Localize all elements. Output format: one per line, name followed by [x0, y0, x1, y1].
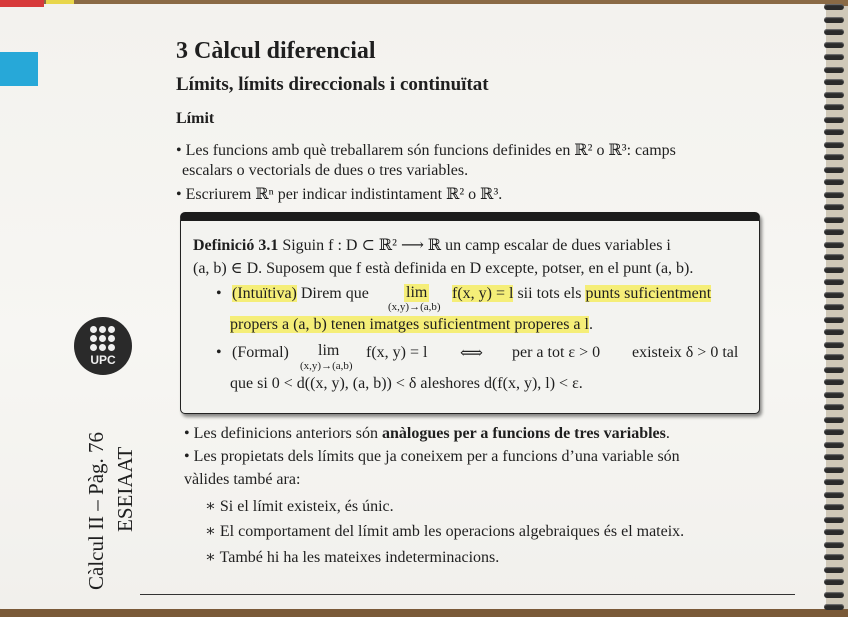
binding-loop — [824, 229, 844, 235]
binding-loop — [824, 42, 844, 48]
binding-loop — [824, 517, 844, 523]
binding-loop — [824, 329, 844, 335]
binding-loop — [824, 104, 844, 110]
binding-loop — [824, 167, 844, 173]
binding-loop — [824, 317, 844, 323]
binding-loop — [824, 429, 844, 435]
binding-loop — [824, 554, 844, 560]
footer-rule — [140, 594, 795, 595]
binding-loop — [824, 192, 844, 198]
after-bullet-1-end: . — [665, 425, 670, 442]
formal-condition-1: per a tot ε > 0 — [512, 344, 601, 361]
formal-expr: f(x, y) = l — [366, 344, 428, 361]
binding-loop — [824, 92, 844, 98]
sticky-tab-blue — [0, 52, 38, 86]
sub-item-1: ∗ Si el límit existeix, és únic. — [205, 498, 394, 515]
binding-loop — [824, 454, 844, 460]
binding-loop — [824, 117, 844, 123]
binding-loop — [824, 492, 844, 498]
intuitive-line-2 — [230, 316, 593, 334]
binding-loop — [824, 542, 844, 548]
desk-edge-bottom — [0, 609, 848, 617]
upc-logo — [74, 317, 132, 375]
binding-loop — [824, 404, 844, 410]
intro-bullet-2: • Escriurem ℝⁿ per indicar indistintament ℝ² o ℝ³. — [176, 186, 503, 203]
sticky-tab-red — [0, 0, 44, 7]
school-label: ESEIAAT — [113, 446, 137, 532]
after-bullet-2-line-1: • Les propietats dels límits que ja coneixem per a funcions d’una variable són — [184, 448, 680, 465]
intuitive-lim-subscript: (x,y)→(a,b) — [388, 301, 441, 313]
binding-loop — [824, 292, 844, 298]
binding-loop — [824, 392, 844, 398]
intuitive-end: . — [588, 316, 593, 333]
intuitive-expr: f(x, y) = l — [452, 285, 514, 302]
intuitive-highlight-1: punts suficientment — [585, 285, 712, 302]
section-title: Límits, límits direccionals i continuïtat — [176, 74, 489, 95]
intuitive-lim: lim — [406, 284, 428, 301]
binding-loop — [824, 579, 844, 585]
intuitive-text-a: Direm que — [296, 285, 369, 302]
binding-loop — [824, 567, 844, 573]
intuitive-line-1a — [232, 285, 369, 303]
binding-loop — [824, 242, 844, 248]
binding-loop — [824, 442, 844, 448]
sub-item-3: ∗ També hi ha les mateixes indeterminacions. — [205, 549, 500, 566]
binding-loop — [824, 4, 844, 10]
intuitive-bullet: • — [216, 285, 222, 302]
binding-loop — [824, 604, 844, 610]
intuitive-line-1b — [452, 285, 711, 303]
binding-loop — [824, 217, 844, 223]
binding-loop — [824, 79, 844, 85]
binding-loop — [824, 154, 844, 160]
binding-loop — [824, 354, 844, 360]
formal-condition-2: existeix δ > 0 tal — [632, 344, 739, 361]
binding-loop — [824, 479, 844, 485]
binding-loop — [824, 592, 844, 598]
binding-loop — [824, 179, 844, 185]
spiral-binding — [820, 0, 848, 617]
intro-bullet-1-line-2: escalars o vectorials de dues o tres variables. — [182, 162, 469, 179]
binding-loop — [824, 279, 844, 285]
binding-loop — [824, 379, 844, 385]
course-page-label: Càlcul II – Pàg. 76 — [84, 431, 108, 590]
after-bullet-2-line-2: vàlides també ara: — [184, 471, 301, 488]
binding-loop — [824, 29, 844, 35]
formal-lim-subscript: (x,y)→(a,b) — [300, 360, 353, 372]
after-bullet-1-bold: anàlogues per a funcions de tres variables — [382, 425, 666, 442]
binding-loop — [824, 304, 844, 310]
definition-label: Definició 3.1 — [193, 237, 279, 254]
binding-loop — [824, 254, 844, 260]
binding-loop — [824, 17, 844, 23]
after-bullet-1 — [184, 425, 670, 443]
sub-item-2: ∗ El comportament del límit amb les operacions algebraiques és el mateix. — [205, 523, 685, 540]
binding-loop — [824, 267, 844, 273]
formal-line-2: que si 0 < d((x, y), (a, b)) < δ aleshores d(f(x, y), l) < ε. — [230, 375, 583, 392]
formal-bullet: • — [216, 344, 222, 361]
sticky-tab-yellow — [46, 0, 74, 4]
binding-loop — [824, 529, 844, 535]
binding-loop — [824, 342, 844, 348]
iff-symbol: ⟺ — [460, 345, 483, 362]
subsection-title: Límit — [176, 110, 215, 127]
binding-loop — [824, 129, 844, 135]
definition-line-1 — [193, 235, 671, 255]
binding-loop — [824, 54, 844, 60]
chapter-title: 3 Càlcul diferencial — [176, 38, 376, 64]
intuitive-highlight-2: propers a (a, b) tenen imatges suficientment properes a l — [230, 316, 589, 333]
formal-lim: lim — [318, 342, 340, 359]
binding-loop — [824, 417, 844, 423]
binding-loop — [824, 204, 844, 210]
binding-loop — [824, 142, 844, 148]
definition-line-2: (a, b) ∈ D. Suposem que f està definida en D excepte, potser, en el punt (a, b). — [193, 260, 694, 277]
definition-text-1: Siguin f : D ⊂ ℝ² ⟶ ℝ un camp escalar de dues variables i — [278, 237, 671, 254]
intro-bullet-1-line-1: • Les funcions amb què treballarem són funcions definides en ℝ² o ℝ³: camps — [176, 142, 676, 159]
binding-loop — [824, 367, 844, 373]
binding-loop — [824, 467, 844, 473]
formal-tag: (Formal) — [232, 344, 289, 361]
logo-text: UPC — [90, 353, 116, 367]
intuitive-text-b: sii tots els — [513, 285, 586, 302]
binding-loop — [824, 504, 844, 510]
binding-loop — [824, 67, 844, 73]
after-bullet-1-text: • Les definicions anteriors són — [184, 425, 382, 442]
intuitive-tag: (Intuïtiva) — [232, 285, 297, 302]
